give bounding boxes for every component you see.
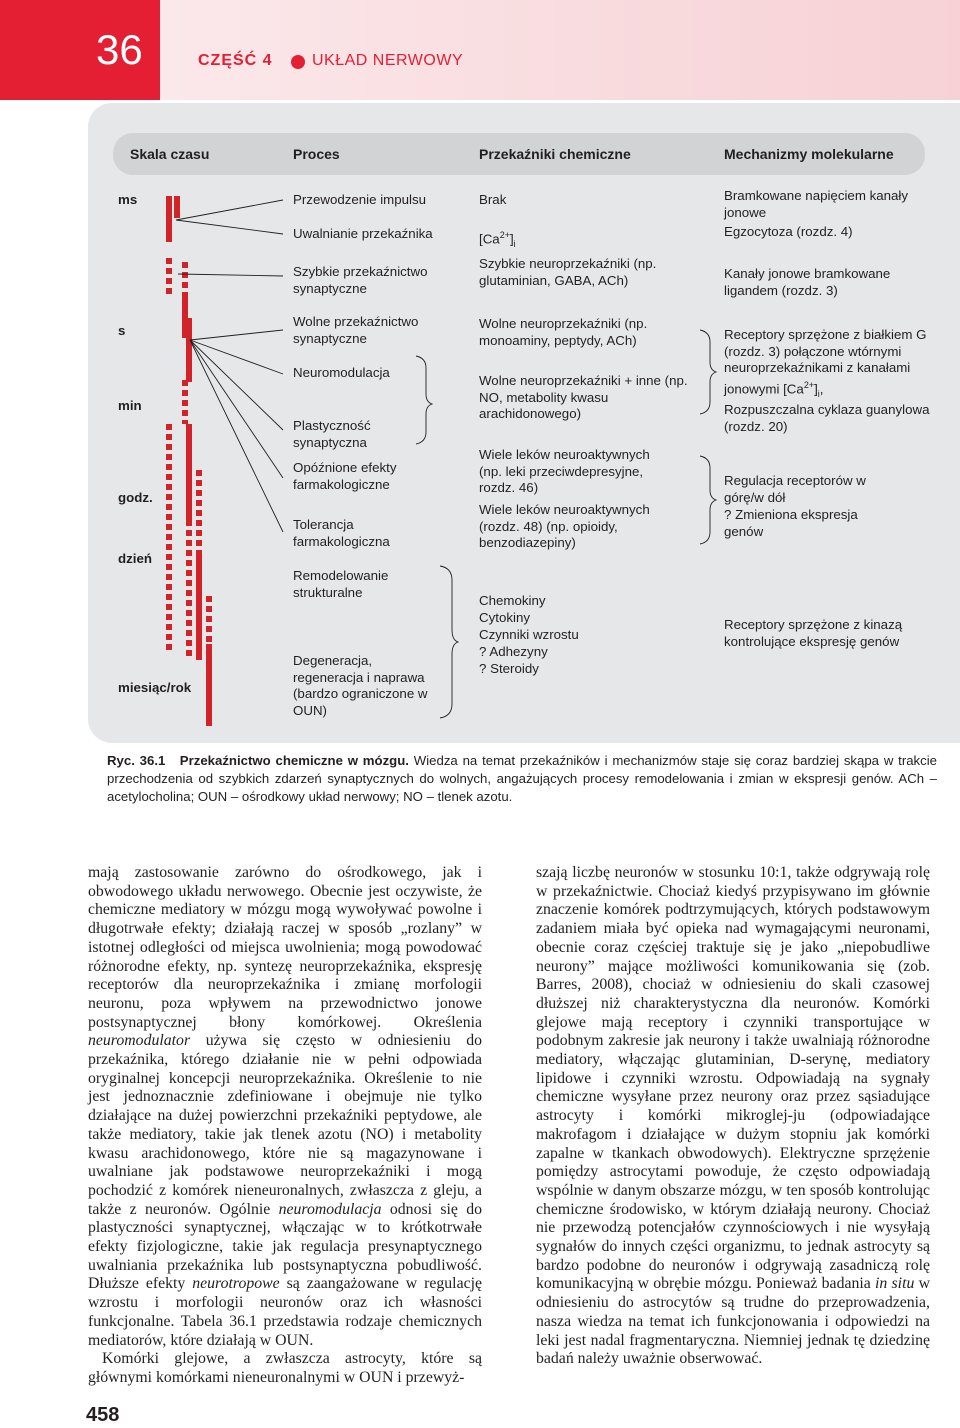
time-bar-modulation — [186, 424, 192, 522]
column-header-process: Proces — [293, 146, 340, 162]
body-column-left — [88, 864, 482, 1388]
transmitter-steroids: ? Steroidy — [479, 661, 539, 676]
transmitter-drugs-antidepressants: Wiele leków neuroaktywnych (np. leki przeciwdepresyjne, rozdz. 46) — [479, 447, 650, 496]
column-header-mechanisms: Mechanizmy molekularne — [724, 146, 894, 162]
text-run: szają liczbę neuronów w stosunku 10:1, także odgrywają rolę w przekaźnictwie. Chociaż kiedyś przypisywano im głównie znaczenie komórek podtrzymujących, których podstawowym zadaniem miała być opieka nad wymagającymi neuronami, obecnie coraz częściej traktuje się je jako „niepobudliwe neurony” mające możliwości komunikowania się (zob. Barres, 2008), chociaż w odniesieniu do skali czasowej dłuższej niż charakterystyczna dla neuronów. Komórki glejowe mają receptory i czynniki transportujące w podobnym zakresie jak neurony i także uwalniają różnorodne mediatory, włączając glutaminian, D-serynę, mediatory lipidowe i czynniki wzrostu. Odpowiadają na sygnały chemiczne wysyłane przez neurony oraz przez sąsiadujące astrocyty i komórki mikroglej-ju (odpowiadające makrofagom i działające w dużym stopniu jak komórki zapalne w tkankach obwodowych). Elektryczne sprzężenie pomiędzy astrocytami powoduje, że często odpowiadają wspólnie w danym obszarze mózgu, w ten sposób kontrolując chemiczne środowisko, w którym działają neurony. Chociaż nie przewodzą potencjałów czynnościowych i nie wysyłają sygnałów do innych części organizmu, to jednak astrocyty są bardzo podobne do neuronów i odgrywają zasadniczą rolę komunikacyjną w obrębie mózgu. Ponieważ badania — [536, 864, 930, 1293]
time-bar-fast-dashed — [182, 262, 188, 298]
footer-page-number: 458 — [86, 1404, 120, 1426]
gpcr-bracket: ] — [814, 381, 818, 397]
time-label-ms: ms — [118, 192, 138, 207]
mechanism-gpcr — [724, 327, 944, 436]
time-bar-remodel — [206, 644, 212, 726]
transmitter-drugs-opioids: Wiele leków neuroaktywnych (rozdz. 48) (np. opioidy, benzodiazepiny) — [479, 502, 650, 551]
gpcr-text: Receptory sprzężone z białkiem G (rozdz. 3) połączone wtórnymi neuroprzekaźnikami z kanałami jonowymi [Ca — [724, 327, 927, 397]
part-label: CZĘŚĆ 4 — [198, 52, 273, 69]
bullet-dot-icon — [291, 55, 305, 69]
figure-caption — [107, 752, 937, 806]
time-bar-slow — [186, 318, 192, 382]
column-header-time: Skala czasu — [130, 146, 210, 162]
body-paragraph — [536, 864, 930, 1369]
body-column-right — [536, 864, 930, 1369]
mechanism-voltage-channels: Bramkowane napięciem kanały jonowe — [724, 188, 909, 220]
caption-title: Przekaźnictwo chemiczne w mózgu. — [179, 753, 409, 768]
time-bar-remodel-dashed — [206, 596, 212, 644]
emphasis-term: neurotropowe — [192, 1275, 280, 1293]
transmitter-growth-factors: Czynniki wzrostu — [479, 627, 579, 642]
text-run: odnosi się do plastyczności synaptycznej, włączając w to krótkotrwałe efekty fizjologiczne, takie jak regulacja presynaptycznego uwalniania przekaźnika lub postsynaptyczna pobudliwość. Dłuższe efekty — [88, 1200, 482, 1293]
gpcr-comma: , — [819, 381, 824, 397]
transmitter-none: Brak — [479, 192, 507, 207]
text-run: mają zastosowanie zarówno do ośrodkowego, jak i obwodowego układu nerwowego. Obecnie jest oczywiste, że chemiczne mediatory w mózgu mogą wywoływać powolne i długotrwałe efekty; działają raczej w sposób „rozlany” w istotnej odległości od miejsca uwolnienia; mogą powodować różnorodne efekty, np. syntezę neuroprzekaźnika, ekspresję receptorów dla neuroprzekaźnika i zmianę morfologii neuronu, poza wpływem na przewodnictwo jonowe postsynaptycznej błony komórkowej. Określenia — [88, 864, 482, 1031]
process-remodeling: Remodelowanie strukturalne — [293, 568, 389, 600]
text-run: są zaangażowane w regulację wzrostu i morfologii neuronów oraz ich własności funkcjonalne. Tabela 36.1 przedstawia rodzaje chemicznych mediatorów, które działają w OUN. — [88, 1275, 482, 1349]
mechanism-ligand-channels: Kanały jonowe bramkowane ligandem (rozdz. 3) — [724, 266, 891, 298]
time-bar-long-dashed — [166, 424, 172, 650]
calcium-charge: 2+ — [499, 230, 510, 240]
process-degeneration: Degeneracja, regeneracja i naprawa (bardzo ograniczone w OUN) — [293, 653, 428, 718]
emphasis-term: neuromodulacja — [278, 1200, 382, 1218]
mechanism-exocytosis: Egzocytoza (rozdz. 4) — [724, 224, 853, 239]
body-paragraph: Komórki glejowe, a zwłaszcza astrocyty, które są głównymi komórkami nieneuronalnymi w OUN i przewyż- — [88, 1350, 482, 1386]
time-label-hour: godz. — [118, 490, 153, 505]
mechanism-kinase-receptors: Receptory sprzężone z kinazą kontrolujące ekspresję genów — [724, 617, 903, 649]
transmitter-slow-other: Wolne neuroprzekaźniki + inne (np. NO, metabolity kwasu arachidonowego) — [479, 373, 688, 422]
time-label-s: s — [118, 323, 126, 338]
process-plasticity: Plastyczność synaptyczna — [293, 418, 371, 450]
process-fast-transmission: Szybkie przekaźnictwo synaptyczne — [293, 264, 428, 296]
chapter-number: 36 — [96, 26, 143, 73]
transmitter-fast: Szybkie neuroprzekaźniki (np. glutaminian, GABA, ACh) — [479, 256, 657, 288]
transmitter-chemokines: Chemokiny — [479, 593, 546, 608]
mechanism-gene-expression: ? Zmieniona ekspresja genów — [724, 507, 858, 539]
time-label-day: dzień — [118, 551, 152, 566]
transmitter-cytokines: Cytokiny — [479, 610, 530, 625]
mechanism-receptor-regulation: Regulacja receptorów w górę/w dół — [724, 473, 866, 505]
transmitter-slow: Wolne neuroprzekaźniki (np. monoaminy, peptydy, ACh) — [479, 316, 648, 348]
caption-text: Wiedza na temat przekaźników i mechanizmów staje się coraz bardziej skąpa w trakcie przechodzenia od szybkich zdarzeń synaptycznych do wolnych, angażujących procesy remodelowania i zmian w ekspresji genów. ACh – acetylocholina; OUN – ośrodkowy układ nerwowy; NO – tlenek azotu. — [107, 753, 937, 804]
process-impulse: Przewodzenie impulsu — [293, 192, 427, 207]
time-bar-drug — [196, 550, 202, 660]
text-run: w odniesieniu do astrocytów są trudne do przeprowadzenia, nasza wiedza na temat ich funkcjonowania i odpowiedzi na leki jest nadal fragmentaryczna. Niemniej jednak tę dziedzinę badań należy uważnie obserwować. — [536, 1275, 930, 1368]
time-bar-impulse-dashed — [166, 258, 172, 298]
calcium-bracket: ] — [509, 231, 514, 247]
emphasis-term: neuromodulator — [88, 1032, 191, 1050]
gpcr-sub: i — [817, 388, 820, 399]
time-bar-modulation-dashed — [186, 520, 192, 656]
part-title: UKŁAD NERWOWY — [312, 52, 464, 69]
header-band — [160, 0, 960, 100]
time-bar-impulse — [166, 196, 172, 242]
gpcr-charge: 2+ — [803, 379, 815, 390]
process-slow-transmission: Wolne przekaźnictwo synaptyczne — [293, 314, 419, 346]
time-bar-drug-dashed — [196, 470, 202, 550]
transmitter-adhesins: ? Adhezyny — [479, 644, 548, 659]
time-label-min: min — [118, 398, 142, 413]
gpcr-cyclase: Rozpuszczalna cyklaza guanylowa (rozdz. 20) — [724, 402, 930, 435]
time-bar-slow-dashed — [182, 380, 188, 424]
time-label-month-year: miesiąc/rok — [118, 680, 192, 695]
transmitter-calcium — [479, 227, 679, 253]
calcium-sub: i — [513, 239, 516, 250]
process-neuromodulation: Neuromodulacja — [293, 365, 390, 380]
emphasis-term: in situ — [875, 1275, 915, 1293]
calcium-text: [Ca — [479, 231, 500, 247]
process-release: Uwalnianie przekaźnika — [293, 226, 433, 241]
body-paragraph — [88, 864, 482, 1350]
time-bar-release — [174, 196, 180, 218]
column-header-transmitters: Przekaźniki chemiczne — [479, 146, 631, 162]
process-tolerance: Tolerancja farmakologiczna — [293, 517, 390, 549]
caption-label: Ryc. 36.1 — [107, 753, 166, 768]
text-run: używa się często w odniesieniu do przekaźnika, którego działanie nie w pełni odpowiada oryginalnej koncepcji neuroprzekaźnika. Określenie to nie jest jednoznacznie zdefiniowane i obejmuje nie tylko działające na dużej powierzchni przekaźniki peptydowe, ale także mediatory, takie jak tlenek azotu (NO) i metabolity kwasu arachidonowego, które nie są magazynowane i uwalniane jak podstawowe neuroprzekaźniki i mogą pochodzić z komórek nieneuronalnych, zwłaszcza z gleju, a także z neuronów. Ogólnie — [88, 1032, 482, 1218]
process-delayed-effects: Opóźnione efekty farmakologiczne — [293, 460, 397, 492]
